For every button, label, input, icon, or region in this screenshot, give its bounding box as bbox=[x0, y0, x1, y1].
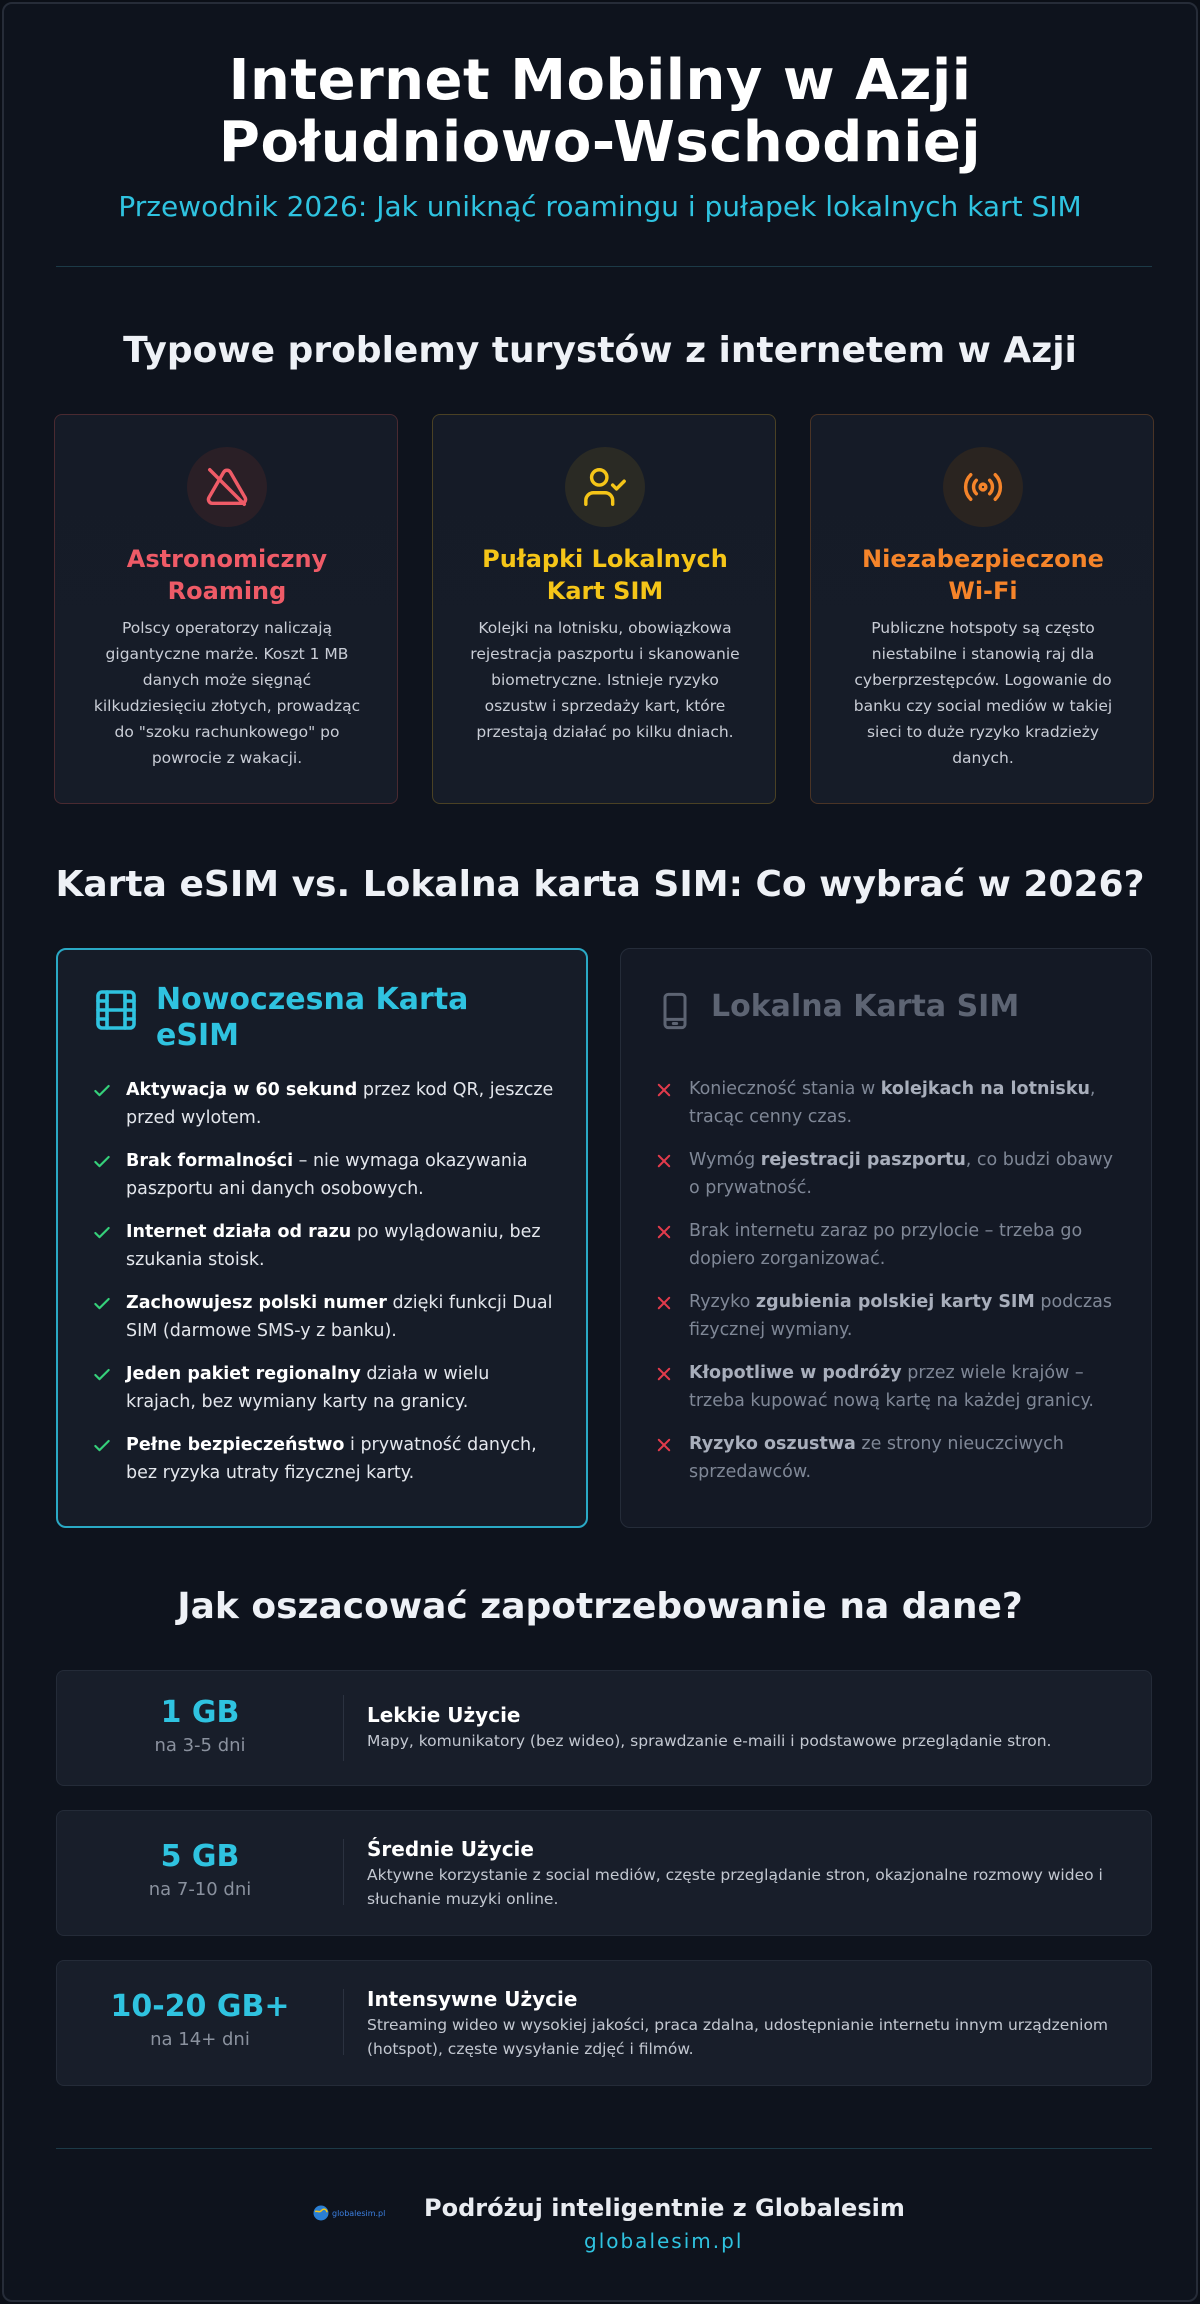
benefit-text: Pełne bezpieczeństwo i prywatność danych, bez ryzyka utraty fizycznej karty. bbox=[126, 1435, 537, 1483]
benefit-text: Brak formalności – nie wymaga okazywania paszportu ani danych osobowych. bbox=[126, 1151, 528, 1199]
logo-text: globalesim.pl bbox=[332, 2208, 386, 2218]
esim-header bbox=[92, 982, 486, 1054]
cross-icon bbox=[655, 1430, 689, 1461]
drawback-highlight: Kłopotliwe w podróży bbox=[689, 1363, 902, 1383]
benefit-highlight: Aktywacja w 60 sekund bbox=[126, 1080, 358, 1100]
usage-description: Mapy, komunikatory (bez wideo), sprawdzanie e-maili i podstawowe przeglądanie stron. bbox=[367, 1732, 1052, 1750]
data-period: na 7-10 dni bbox=[148, 1879, 252, 1900]
cross-icon bbox=[655, 1146, 689, 1177]
check-icon bbox=[92, 1360, 126, 1392]
section-title-compare: Karta eSIM vs. Lokalna karta SIM: Co wybrać w 2026? bbox=[55, 864, 1145, 905]
benefit-highlight: Zachowujesz polski numer bbox=[126, 1293, 387, 1313]
section-title-data-usage: Jak oszacować zapotrzebowanie na dane? bbox=[177, 1586, 1023, 1627]
sim-drawback-item bbox=[655, 1075, 1125, 1131]
drawback-highlight: zgubienia polskiej karty SIM bbox=[755, 1292, 1035, 1312]
esim-box bbox=[56, 948, 588, 1528]
globalesim-logo bbox=[312, 2204, 385, 2222]
check-icon bbox=[92, 1218, 126, 1250]
data-usage-row-medium bbox=[56, 1810, 1152, 1936]
esim-title: Nowoczesna Karta eSIM bbox=[156, 982, 469, 1053]
divider bbox=[56, 2148, 1152, 2149]
sim-drawback-item bbox=[655, 1430, 1125, 1486]
esim-benefit-item bbox=[92, 1289, 562, 1345]
sim-drawback-item bbox=[655, 1359, 1125, 1415]
problem-card-roaming bbox=[54, 414, 398, 804]
data-usage-row-heavy bbox=[56, 1960, 1152, 2086]
cross-icon bbox=[655, 1075, 689, 1106]
infographic-frame bbox=[2, 2, 1198, 2302]
drawback-highlight: Ryzyko oszustwa bbox=[689, 1434, 856, 1454]
drawback-text: Kłopotliwe w podróży przez wiele krajów – trzeba kupować nową kartę na każdej granicy. bbox=[689, 1363, 1094, 1411]
divider bbox=[56, 266, 1152, 267]
drawback-highlight: kolejkach na lotnisku bbox=[880, 1079, 1090, 1099]
esim-benefit-item bbox=[92, 1431, 562, 1487]
usage-description: Streaming wideo w wysokiej jakości, praca zdalna, udostępnianie internetu innym urządzeniom (hotspot), częste wysyłanie zdjęć i filmów. bbox=[367, 2016, 1109, 2058]
benefit-highlight: Brak formalności bbox=[126, 1151, 294, 1171]
page-title-line2: Południowo-Wschodniej bbox=[218, 110, 982, 175]
row-divider bbox=[343, 1839, 344, 1905]
esim-chip-icon bbox=[92, 986, 140, 1034]
local-sim-drawbacks-list bbox=[655, 1075, 1125, 1501]
check-icon bbox=[92, 1431, 126, 1463]
page-title-line1: Internet Mobilny w Azji bbox=[228, 48, 972, 113]
problem-card-title: Niezabezpieczone Wi-Fi bbox=[862, 545, 1104, 605]
no-signal-warning-icon bbox=[187, 447, 267, 527]
esim-benefit-item bbox=[92, 1360, 562, 1416]
benefit-highlight: Internet działa od razu bbox=[126, 1222, 352, 1242]
usage-label: Intensywne Użycie bbox=[367, 1987, 578, 2011]
drawback-text: Wymóg rejestracji paszportu, co budzi obawy o prywatność. bbox=[689, 1150, 1113, 1198]
problem-card-title: Pułapki Lokalnych Kart SIM bbox=[482, 545, 728, 605]
problem-card-local-sim bbox=[432, 414, 776, 804]
benefit-text: Aktywacja w 60 sekund przez kod QR, jeszcze przed wylotem. bbox=[126, 1080, 554, 1128]
data-period: na 3-5 dni bbox=[154, 1735, 246, 1756]
esim-benefit-item bbox=[92, 1147, 562, 1203]
wifi-broadcast-icon bbox=[943, 447, 1023, 527]
benefit-text: Internet działa od razu po wylądowaniu, bez szukania stoisk. bbox=[126, 1222, 541, 1270]
data-period: na 14+ dni bbox=[150, 2029, 250, 2050]
sim-drawback-item bbox=[655, 1288, 1125, 1344]
user-check-icon bbox=[565, 447, 645, 527]
usage-label: Średnie Użycie bbox=[367, 1837, 534, 1861]
usage-label: Lekkie Użycie bbox=[367, 1703, 521, 1727]
cross-icon bbox=[655, 1359, 689, 1390]
hero bbox=[4, 50, 1196, 223]
data-amount: 1 GB bbox=[160, 1695, 240, 1730]
phone-icon bbox=[655, 989, 695, 1033]
usage-description: Aktywne korzystanie z social mediów, częste przeglądanie stron, okazjonalne rozmowy wideo i słuchanie muzyki online. bbox=[367, 1866, 1103, 1908]
data-usage-row-light bbox=[56, 1670, 1152, 1786]
problem-card-wifi bbox=[810, 414, 1154, 804]
problem-card-text: Kolejki na lotnisku, obowiązkowa rejestracja paszportu i skanowanie biometryczne. Istnieje ryzyko oszustw i sprzedaży kart, które przestają działać po kilku dniach. bbox=[470, 619, 740, 741]
sim-drawback-item bbox=[655, 1146, 1125, 1202]
local-sim-title: Lokalna Karta SIM bbox=[711, 989, 1020, 1024]
benefit-text: Zachowujesz polski numer dzięki funkcji Dual SIM (darmowe SMS-y z banku). bbox=[126, 1293, 553, 1341]
benefit-text: Jeden pakiet regionalny działa w wielu krajach, bez wymiany karty na granicy. bbox=[126, 1364, 490, 1412]
esim-benefit-item bbox=[92, 1076, 562, 1132]
section-title-problems: Typowe problemy turystów z internetem w Azji bbox=[123, 330, 1077, 371]
row-divider bbox=[343, 1695, 344, 1761]
cross-icon bbox=[655, 1288, 689, 1319]
footer-link[interactable]: globalesim.pl bbox=[584, 2229, 744, 2253]
check-icon bbox=[92, 1289, 126, 1321]
drawback-highlight: rejestracji paszportu bbox=[760, 1150, 966, 1170]
footer-tagline: Podróżuj inteligentnie z Globalesim bbox=[424, 2194, 905, 2222]
local-sim-box bbox=[620, 948, 1152, 1528]
problem-card-text: Publiczne hotspoty są często niestabilne i stanowią raj dla cyberprzestępców. Logowanie do banku czy social mediów w takiej sieci to duże ryzyko kradzieży danych. bbox=[853, 619, 1113, 767]
local-sim-header bbox=[655, 985, 1019, 1033]
drawback-text: Ryzyko zgubienia polskiej karty SIM podczas fizycznej wymiany. bbox=[689, 1292, 1112, 1340]
globe-icon bbox=[312, 2204, 330, 2222]
check-icon bbox=[92, 1147, 126, 1179]
drawback-text: Konieczność stania w kolejkach na lotnisku, tracąc cenny czas. bbox=[689, 1079, 1096, 1127]
data-amount: 10-20 GB+ bbox=[110, 1989, 290, 2024]
problem-card-title: Astronomiczny Roaming bbox=[126, 545, 328, 605]
cross-icon bbox=[655, 1217, 689, 1248]
page-title bbox=[4, 50, 1196, 174]
esim-benefit-item bbox=[92, 1218, 562, 1274]
problem-card-text: Polscy operatorzy naliczają gigantyczne marże. Koszt 1 MB danych może sięgnąć kilkudziesięciu złotych, prowadząc do "szoku rachunkowego" po powrocie z wakacji. bbox=[93, 619, 361, 767]
drawback-text: Brak internetu zaraz po przylocie – trzeba go dopiero zorganizować. bbox=[689, 1221, 1083, 1269]
row-divider bbox=[343, 1989, 344, 2055]
benefit-highlight: Jeden pakiet regionalny bbox=[126, 1364, 361, 1384]
esim-benefits-list bbox=[92, 1076, 562, 1502]
sim-drawback-item bbox=[655, 1217, 1125, 1273]
page-subtitle: Przewodnik 2026: Jak uniknąć roamingu i pułapek lokalnych kart SIM bbox=[118, 190, 1082, 223]
check-icon bbox=[92, 1076, 126, 1108]
data-amount: 5 GB bbox=[160, 1839, 240, 1874]
benefit-highlight: Pełne bezpieczeństwo bbox=[126, 1435, 345, 1455]
drawback-text: Ryzyko oszustwa ze strony nieuczciwych sprzedawców. bbox=[689, 1434, 1064, 1482]
